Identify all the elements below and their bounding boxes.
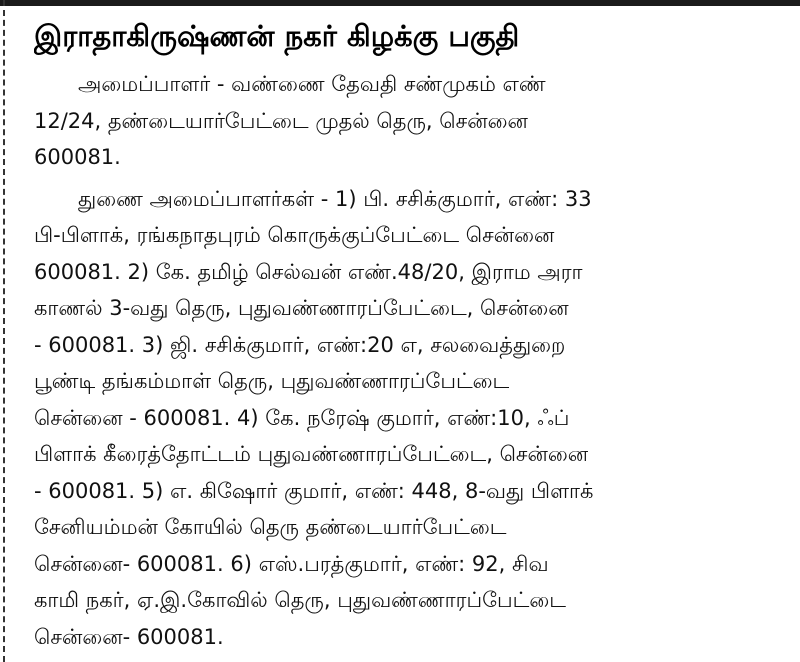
deputy-line: 600081. 2) கே. தமிழ் செல்வன் எண்.48/20, இராம அரா <box>34 259 583 284</box>
organizer-line: 12/24, தண்டையார்பேட்டை முதல் தெரு, சென்னை <box>34 108 528 133</box>
deputy-line: - 600081. 3) ஜி. சசிக்குமார், எண்:20 எ, சலவைத்துறை <box>34 332 566 357</box>
deputy-line: பூண்டி தங்கம்மாள் தெரு, புதுவண்ணாரப்பேட்டை <box>34 369 510 393</box>
section-heading: இராதாகிருஷ்ணன் நகர் கிழக்கு பகுதி <box>34 19 520 53</box>
deputy-line: காணல் 3-வது தெரு, புதுவண்ணாரப்பேட்டை, சென்னை <box>34 296 569 320</box>
deputy-line: பிளாக் கீரைத்தோட்டம் புதுவண்ணாரப்பேட்டை, சென்னை <box>34 442 589 466</box>
organizer-paragraph <box>34 66 800 176</box>
article-body <box>34 66 800 655</box>
deputy-line: காமி நகர், ஏ.இ.கோவில் தெரு, புதுவண்ணாரப்பேட்டை <box>34 588 566 612</box>
deputy-line: சென்னை- 600081. 6) எஸ்.பரத்குமார், எண்: 92, சிவ <box>34 551 549 576</box>
deputy-line: சென்னை - 600081. 4) கே. நரேஷ் குமார், எண்:10, ஃப் <box>34 405 570 430</box>
deputy-line: துணை அமைப்பாளர்கள் - 1) பி. சசிக்குமார், எண்: 33 <box>78 186 592 211</box>
organizer-line: 600081. <box>34 145 121 169</box>
deputy-line: - 600081. 5) எ. கிஷோர் குமார், எண்: 448, 8-வது பிளாக் <box>34 478 594 503</box>
deputy-line: சென்னை- 600081. <box>34 624 224 649</box>
deputy-line: சேனியம்மன் கோயில் தெரு தண்டையார்பேட்டை <box>34 515 507 539</box>
deputy-line: பி-பிளாக், ரங்கநாதபுரம் கொருக்குப்பேட்டை சென்னை <box>34 223 555 247</box>
organizer-line: அமைப்பாளர் - வண்ணை தேவதி சண்முகம் எண் <box>78 72 546 96</box>
dashed-cut-line <box>3 0 5 662</box>
deputy-organizers-paragraph <box>34 181 800 656</box>
top-rule <box>0 0 800 6</box>
